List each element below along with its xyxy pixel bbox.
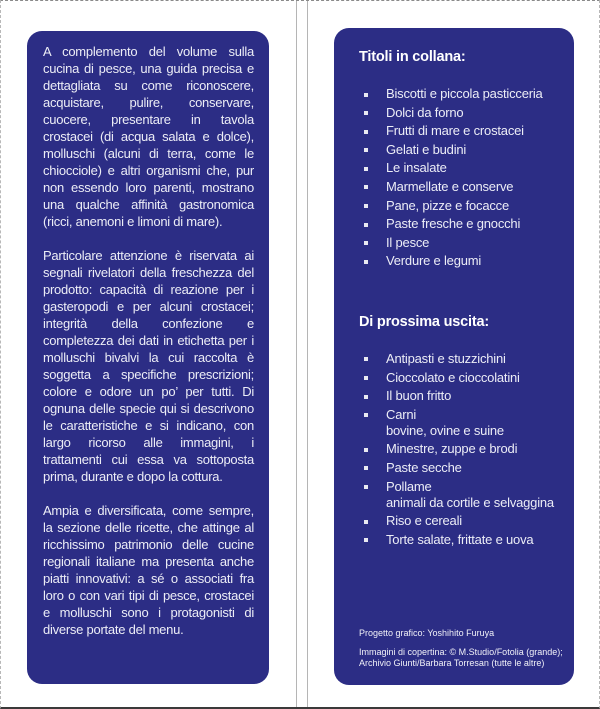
list-item: [359, 104, 560, 123]
list-item-label: Pollame: [386, 478, 432, 494]
list-item-label: Pane, pizze e focacce: [386, 197, 509, 213]
bullet-square-icon: [364, 130, 368, 134]
list-item-label: Il pesce: [386, 234, 430, 250]
list-item-label: Antipasti e stuzzichini: [386, 350, 506, 366]
bullet-square-icon: [364, 448, 368, 452]
bullet-square-icon: [364, 204, 368, 208]
bullet-square-icon: [364, 413, 368, 417]
bullet-square-icon: [364, 260, 368, 264]
cover-images-credit-line: Archivio Giunti/Barbara Torresan (tutte le altre): [359, 657, 545, 668]
list-item-label: Frutti di mare e crostacei: [386, 123, 524, 139]
flap-paragraph: Particolare attenzione è riservata ai segnali rivelatori della freschezza del prodotto: capacità di reazione per i gasteropodi e per alcuni crostacei; integrità della confezione e completezza dei dati in etichetta per i molluschi bivalvi la cui raccolta è soggetta a specifiche prescrizioni; colore e odore un po’ per tutti. Di ognuna delle specie qui si descrivono le caratteristiche e si indicano, con largo ricorso alle immagini, i trattamenti cui essa va sottoposta prima, durante e dopo la cottura.: [43, 248, 254, 484]
flap-paragraph: Ampia e diversificata, come sempre, la sezione delle ricette, che attinge al ricchissimo patrimonio delle cucine regionali italiane ma presenta anche piatti innovativi: a sé o associati fra loro o con vari tipi di pesce, crostacei e molluschi sono i protagonisti di diverse portate del menu.: [43, 503, 254, 637]
bullet-square-icon: [364, 485, 368, 489]
list-item: [359, 197, 560, 216]
list-item-label: Riso e cereali: [386, 513, 462, 529]
list-item-label: Verdure e legumi: [386, 253, 482, 269]
list-item-label: Biscotti e piccola pasticceria: [386, 86, 543, 101]
list-item: [359, 234, 560, 253]
bullet-square-icon: [364, 395, 368, 399]
list-item-label: Torte salate, frittate e uova: [386, 531, 534, 547]
list-item-sublabel: bovine, ovine e suine: [386, 423, 504, 439]
bullet-square-icon: [364, 185, 368, 189]
list-item: [359, 512, 560, 531]
list-item-label: Il buon fritto: [386, 388, 452, 404]
list-item-label: Paste fresche e gnocchi: [386, 216, 521, 232]
upcoming-heading: Di prossima uscita:: [359, 313, 489, 330]
bullet-square-icon: [364, 520, 368, 524]
left-flap-panel: [27, 31, 269, 684]
list-item-label: Paste secche: [386, 459, 462, 475]
upcoming-title-list: [359, 350, 560, 549]
list-item-label: Dolci da forno: [386, 104, 464, 120]
list-item: [359, 178, 560, 197]
fold-line: [296, 1, 297, 707]
fold-line: [307, 1, 308, 707]
list-item: [359, 459, 560, 478]
cover-images-credit-line: Immagini di copertina: © M.Studio/Fotolia (grande);: [359, 647, 563, 657]
bullet-square-icon: [364, 376, 368, 380]
list-item: [359, 141, 560, 160]
list-item: [359, 531, 560, 550]
list-item: [359, 159, 560, 178]
bullet-square-icon: [364, 538, 368, 542]
list-item: [359, 387, 560, 406]
list-item-label: Marmellate e conserve: [386, 178, 514, 194]
design-credit: Progetto grafico: Yoshihito Furuya: [359, 627, 495, 638]
list-item: [359, 252, 560, 271]
list-item: [359, 406, 560, 441]
list-item-label: Minestre, zuppe e brodi: [386, 441, 518, 457]
bullet-square-icon: [364, 241, 368, 245]
bullet-square-icon: [364, 93, 368, 97]
credits-block: [359, 628, 562, 669]
list-item-label: Carni: [386, 406, 417, 422]
list-item: [359, 478, 560, 513]
bullet-square-icon: [364, 223, 368, 227]
list-item-label: Gelati e budini: [386, 141, 467, 157]
bullet-square-icon: [364, 167, 368, 171]
list-item: [359, 215, 560, 234]
list-item: [359, 350, 560, 369]
bullet-square-icon: [364, 148, 368, 152]
bullet-square-icon: [364, 466, 368, 470]
list-item: [359, 122, 560, 141]
list-item-label: Cioccolato e cioccolatini: [386, 369, 520, 385]
flap-paragraph: A complemento del volume sulla cucina di pesce, una guida precisa e dettagliata su come riconoscere, acquistare, pulire, conservare, cuocere, presentare in tavola crostacei (di acqua salata e dolce), molluschi (alcuni di terra, come le chiocciole) e altri organismi che, pur non essendo loro parenti, mostrano una qualche affinità gastronomica (ricci, anemoni e limoni di mare).: [43, 44, 254, 229]
list-item: [359, 369, 560, 388]
series-title-list: [359, 85, 560, 271]
bullet-square-icon: [364, 111, 368, 115]
list-item-label: Le insalate: [386, 160, 447, 176]
right-flap-panel: [334, 28, 574, 685]
list-item-sublabel: animali da cortile e selvaggina: [386, 495, 554, 511]
bullet-square-icon: [364, 357, 368, 361]
list-item: [359, 440, 560, 459]
series-heading: Titoli in collana:: [359, 49, 466, 65]
list-item: [359, 85, 560, 104]
